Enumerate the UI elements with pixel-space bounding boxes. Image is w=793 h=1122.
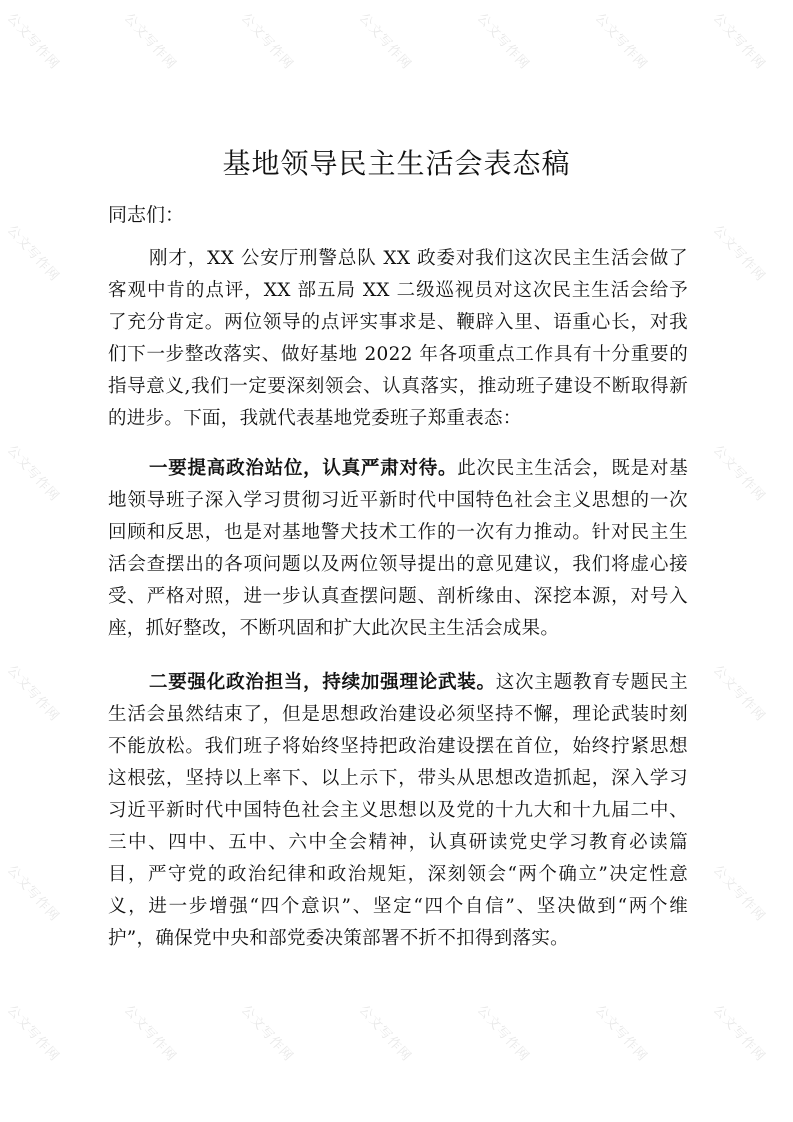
paragraph-point-one	[108, 453, 688, 645]
watermark: 公文写作网	[237, 1002, 296, 1065]
watermark: 公文写作网	[709, 442, 768, 505]
watermark: 公文写作网	[355, 1002, 414, 1065]
watermark: 公文写作网	[3, 662, 62, 725]
watermark: 公文写作网	[591, 10, 650, 73]
document-title: 基地领导民主生活会表态稿	[222, 147, 571, 180]
paragraph-text: 此次民主生活会，既是对基地领导班子深入学习贯彻习近平新时代中国特色社会主义思想的一次回顾和反思，也是对基地警犬技术工作的一次有力推动。针对民主生活会查摆出的各项问题以及两位领导提出的意见建议，我们将虚心接受、严格对照，进一步认真查摆问题、剖析缘由、深挖本源，对号入座，抓好整改，不断巩固和扩大此次民主生活会成果。	[108, 458, 688, 639]
paragraph-point-two	[108, 667, 688, 955]
watermark: 公文写作网	[709, 862, 768, 925]
watermark: 公文写作网	[120, 10, 179, 73]
watermark: 公文写作网	[591, 1002, 650, 1065]
watermark: 公文写作网	[709, 1002, 768, 1065]
watermark: 公文写作网	[3, 862, 62, 925]
paragraph-lead: 一要提高政治站位，认真严肃对待。	[149, 458, 458, 479]
watermark: 公文写作网	[473, 1002, 532, 1065]
paragraph-text: 刚才，XX 公安厅刑警总队 XX 政委对我们这次民主生活会做了客观中肯的点评，XX 部五局 XX 二级巡视员对这次民主生活会给予了充分肯定。两位领导的点评实事求是、鞭辟入里、语重心长，对我们下一步整改落实、做好基地 2022 年各项重点工作具有十分重要的指导意义,我们一定要深刻领会、认真落实，推动班子建设不断取得新的进步。下面，我就代表基地党委班子郑重表态：	[108, 248, 688, 429]
watermark: 公文写作网	[3, 1002, 62, 1065]
watermark: 公文写作网	[120, 1002, 179, 1065]
greeting: 同志们：	[108, 204, 185, 226]
watermark: 公文写作网	[709, 662, 768, 725]
watermark: 公文写作网	[237, 10, 296, 73]
watermark: 公文写作网	[3, 10, 62, 73]
paragraph-intro	[108, 243, 688, 435]
watermark: 公文写作网	[3, 442, 62, 505]
watermark: 公文写作网	[709, 10, 768, 73]
watermark: 公文写作网	[473, 10, 532, 73]
paragraph-text: 这次主题教育专题民主生活会虽然结束了，但是思想政治建设必须坚持不懈，理论武装时刻不能放松。我们班子将始终坚持把政治建设摆在首位，始终拧紧思想这根弦，坚持以上率下、以上示下，带头从思想改造抓起，深入学习习近平新时代中国特色社会主义思想以及党的十九大和十九届二中、三中、四中、五中、六中全会精神，认真研读党史学习教育必读篇目，严守党的政治纪律和政治规矩，深刻领会“两个确立”决定性意义，进一步增强“四个意识”、坚定“四个自信”、坚决做到“两个维护”，确保党中央和部党委决策部署不折不扣得到落实。	[108, 672, 688, 949]
watermark: 公文写作网	[3, 222, 62, 285]
watermark: 公文写作网	[355, 10, 414, 73]
paragraph-lead: 二要强化政治担当，持续加强理论武装。	[149, 672, 496, 693]
watermark: 公文写作网	[709, 222, 768, 285]
